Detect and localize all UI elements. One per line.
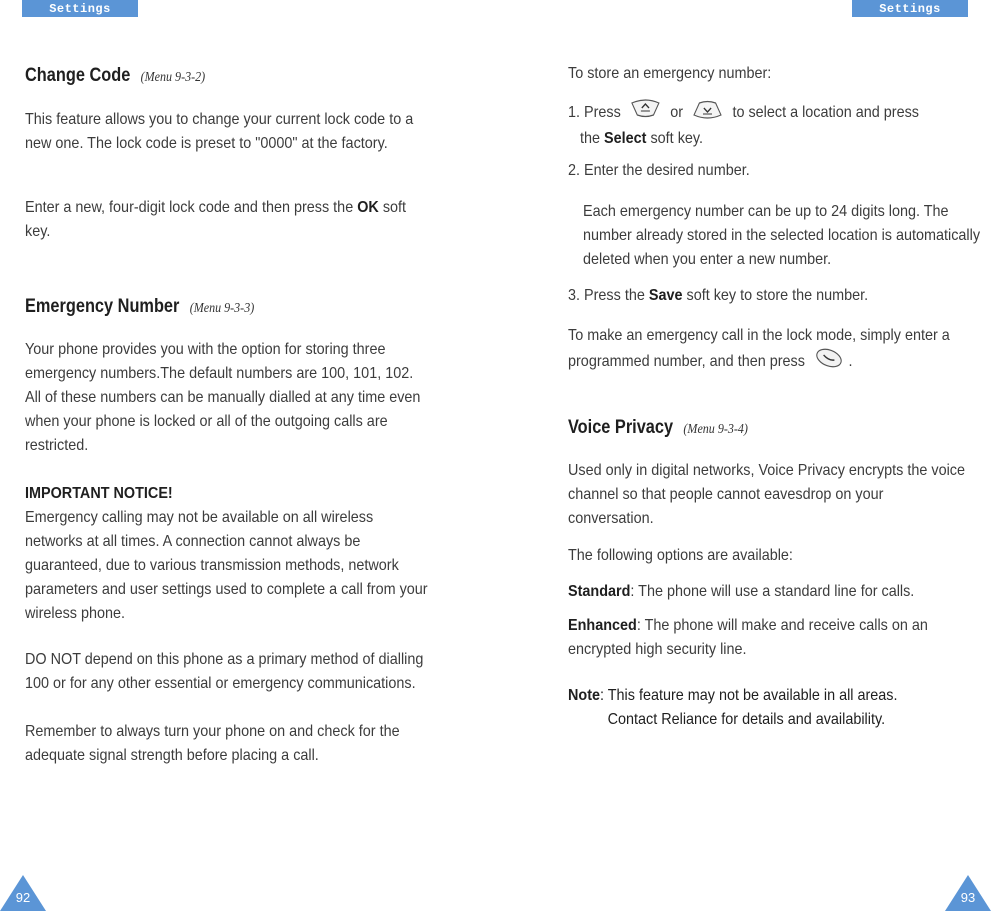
note-text-line2: Contact Reliance for details and availability. <box>607 711 886 728</box>
step-1-pre: 1. Press <box>568 104 621 122</box>
lock-mode-call-instruction <box>568 324 968 376</box>
ok-softkey-label: OK <box>357 199 379 216</box>
step-1-post: to select a location and press <box>732 104 919 122</box>
emergency-number-heading <box>25 296 254 318</box>
down-navigation-key-icon <box>692 99 723 127</box>
select-softkey-label: Select <box>604 130 647 147</box>
page-number-left: 92 <box>15 890 31 905</box>
section-tab-left: Settings <box>22 0 138 17</box>
lock-mode-call-text: To make an emergency call in the lock mode, simply enter a programmed number, and then press <box>568 327 950 371</box>
page-number-right: 93 <box>960 890 976 905</box>
note-label: Note <box>568 687 601 704</box>
section-tab-right: Settings <box>852 0 968 17</box>
enhanced-option-text: : The phone will make and receive calls on an encrypted high security line. <box>568 617 928 658</box>
availability-note <box>568 684 968 732</box>
standard-option-label: Standard <box>568 583 631 600</box>
step-1-line2-post: soft key. <box>650 130 704 147</box>
step-1-line2-pre: the <box>580 130 601 147</box>
enhanced-option <box>568 614 968 662</box>
emergency-number-title: Emergency Number <box>25 296 180 317</box>
change-code-instruction <box>25 196 425 244</box>
emergency-number-menu-ref: (Menu 9-3-3) <box>189 301 255 316</box>
standard-option <box>568 580 971 604</box>
digit-limit-note: Each emergency number can be up to 24 digits long. The number already stored in the selected location is automatically deleted when you enter a new number. <box>583 203 981 268</box>
change-code-menu-ref: (Menu 9-3-2) <box>140 70 206 85</box>
standard-option-text: : The phone will use a standard line for calls. <box>630 583 915 600</box>
change-code-heading <box>25 65 205 87</box>
step-3 <box>568 284 968 308</box>
step-1 <box>568 99 968 151</box>
primary-method-warning: DO NOT depend on this phone as a primary method of dialling 100 or for any other essential or emergency communications. <box>25 651 424 692</box>
save-softkey-label: Save <box>648 287 683 304</box>
store-emergency-intro: To store an emergency number: <box>568 65 772 82</box>
lock-mode-call-end: . <box>848 353 853 371</box>
change-code-instruction-pre: Enter a new, four-digit lock code and then press the <box>25 199 354 216</box>
page-number-badge-left <box>0 875 46 911</box>
important-notice-text: Emergency calling may not be available on all wireless networks at all times. A connection cannot always be guaranteed, due to various transmission methods, network parameters and user settings used to complete a call from your wireless phone. <box>25 509 428 622</box>
signal-strength-reminder: Remember to always turn your phone on and check for the adequate signal strength before placing a call. <box>25 723 400 764</box>
step-2: 2. Enter the desired number. <box>568 162 750 179</box>
important-notice-title: IMPORTANT NOTICE! <box>25 485 173 502</box>
page-number-badge-right <box>945 875 991 911</box>
voice-privacy-options-intro: The following options are available: <box>568 547 793 564</box>
note-text-line1: : This feature may not be available in all areas. <box>600 687 898 704</box>
up-navigation-key-icon <box>630 99 661 127</box>
emergency-number-description: Your phone provides you with the option for storing three emergency numbers.The default numbers are 100, 101, 102. All of these numbers can be manually dialled at any time even when your phone is locked or all of the outgoing calls are restricted. <box>25 341 421 454</box>
enhanced-option-label: Enhanced <box>568 617 637 634</box>
send-key-icon <box>814 348 843 376</box>
step-3-post: soft key to store the number. <box>686 287 869 304</box>
voice-privacy-heading <box>568 417 748 439</box>
change-code-description: This feature allows you to change your current lock code to a new one. The lock code is preset to "0000" at the factory. <box>25 111 414 152</box>
change-code-instruction-post: soft key. <box>25 199 407 240</box>
voice-privacy-title: Voice Privacy <box>568 417 674 438</box>
voice-privacy-menu-ref: (Menu 9-3-4) <box>683 422 748 437</box>
step-1-or: or <box>670 104 684 122</box>
voice-privacy-description: Used only in digital networks, Voice Privacy encrypts the voice channel so that people cannot eavesdrop on your conversation. <box>568 462 965 527</box>
step-3-pre: 3. Press the <box>568 287 645 304</box>
change-code-title: Change Code <box>25 65 131 86</box>
